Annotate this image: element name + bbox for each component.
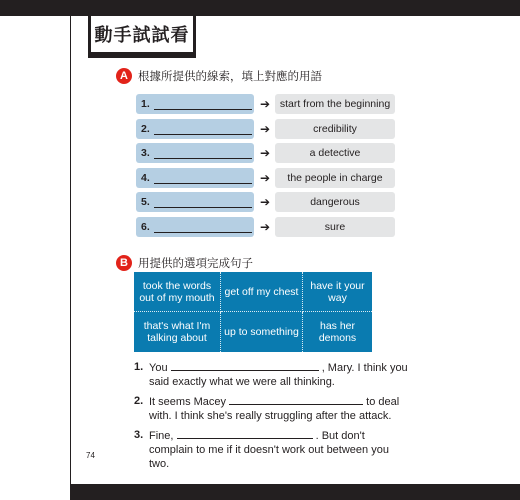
answer-box[interactable] [136,217,254,237]
section-a-badge: A [116,68,132,84]
sentence-list [134,360,410,473]
item-number: 3. [141,147,150,160]
item-number: 6. [141,220,150,233]
matching-row [136,119,395,139]
answer-blank[interactable] [154,221,252,233]
matching-row [136,143,395,163]
sentence-text [149,394,410,423]
section-a-heading [116,68,322,84]
sentence-text [149,360,410,389]
sentence-text [149,428,410,471]
word-bank-option: up to something [221,312,303,352]
arrow-right-icon: ➔ [259,195,271,210]
clue-box: a detective [275,143,395,163]
clue-box: start from the beginning [275,94,395,114]
answer-blank[interactable] [154,98,252,110]
word-bank-table [134,272,372,352]
sentence-item [134,394,410,423]
arrow-right-icon: ➔ [259,219,271,234]
sentence-before: It seems Macey [149,396,227,408]
sentence-item [134,428,410,471]
page-title: 動手試試看 [88,16,196,55]
answer-blank[interactable] [154,172,252,184]
arrow-right-icon: ➔ [259,121,271,136]
sentence-blank[interactable] [177,428,313,439]
answer-box[interactable] [136,143,254,163]
arrow-right-icon: ➔ [259,170,271,185]
word-bank-option: have it your way [303,272,372,312]
clue-box: dangerous [275,192,395,212]
answer-box[interactable] [136,192,254,212]
clue-box: credibility [275,119,395,139]
item-number: 2. [141,122,150,135]
answer-box[interactable] [136,119,254,139]
answer-box[interactable] [136,168,254,188]
sentence-after: . But don't complain to me if it doesn't work out between you two. [149,430,389,470]
page-number: 74 [86,451,95,460]
sentence-item [134,360,410,389]
clue-box: the people in charge [275,168,395,188]
answer-blank[interactable] [154,147,252,159]
answer-blank[interactable] [154,123,252,135]
left-margin-rule [70,16,71,484]
word-bank-option: took the words out of my mouth [134,272,221,312]
arrow-right-icon: ➔ [259,146,271,161]
sentence-blank[interactable] [171,360,319,371]
section-b-instruction: 用提供的選項完成句子 [138,256,253,270]
matching-list [136,94,395,242]
sentence-number: 3. [134,429,144,441]
sentence-number: 1. [134,361,144,373]
matching-row [136,192,395,212]
sentence-before: You [149,362,168,374]
answer-box[interactable] [136,94,254,114]
clue-box: sure [275,217,395,237]
item-number: 5. [141,196,150,209]
matching-row [136,217,395,237]
word-bank-option: has her demons [318,320,357,344]
section-a-instruction: 根據所提供的線索，填上對應的用語 [138,69,322,83]
matching-row [136,94,395,114]
word-bank-option: get off my chest [221,272,303,312]
top-bar [0,0,520,16]
arrow-right-icon: ➔ [259,97,271,111]
sentence-number: 2. [134,395,144,407]
matching-row [136,168,395,188]
sentence-blank[interactable] [229,394,363,405]
item-number: 4. [141,171,150,184]
section-b-badge: B [116,255,132,271]
answer-blank[interactable] [154,196,252,208]
item-number: 1. [141,98,150,110]
sentence-after: to deal with. I think she's really struggling after the attack. [149,396,400,422]
sentence-after: , Mary. I think you said exactly what we were all thinking. [149,362,408,388]
section-b-heading [116,255,253,271]
word-bank-option: that's what I'm talking about [134,312,221,352]
sentence-before: Fine, [149,430,174,442]
bottom-bar [70,484,520,500]
